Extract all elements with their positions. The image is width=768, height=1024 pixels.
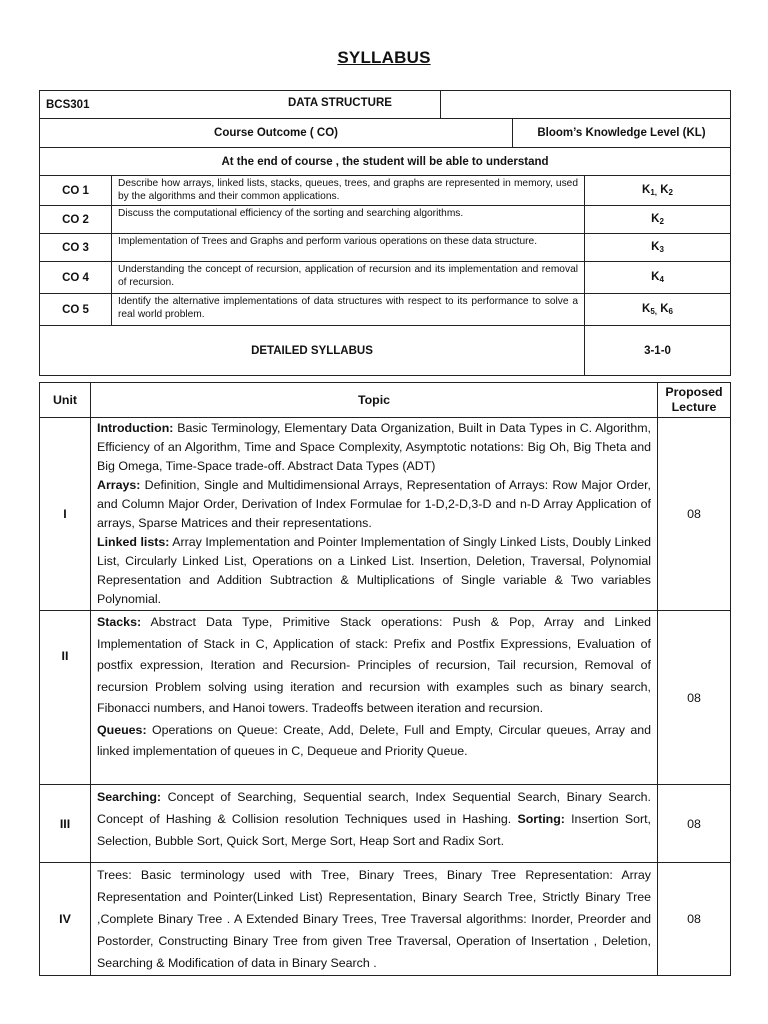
outcome-row — [40, 234, 731, 262]
lecture-column-header: Proposed Lecture — [658, 383, 731, 418]
unit-row — [40, 611, 731, 785]
unit-topic: Introduction: Basic Terminology, Elementary Data Organization, Built in Data Types in C. Algorithm, Efficiency of an Algorithm, Time and Space Complexity, Asymptotic notations: Big Oh, Big Theta and Big Omega, Time-Space trade-off. Abstract Data Types (ADT) Arrays: Definition, Single and Multidimensional Arrays, Representation of Arrays: Row Major Order, and Column Major Order, Derivation of Index Formulae for 1-D,2-D,3-D and n-D Array Application of arrays, Sparse Matrices and their representations. Linked lists: Array Implementation and Pointer Implementation of Singly Linked Lists, Doubly Linked List, Circularly Linked List, Operations on a Linked List. Insertion, Deletion, Traversal, Polynomial Representation and Addition Subtraction & Multiplications of Single variable & Two variables Polynomial. — [91, 418, 658, 611]
outcome-id: CO 1 — [40, 176, 112, 206]
unit-topic: Searching: Concept of Searching, Sequential search, Index Sequential Search, Binary Search. Concept of Hashing & Collision resolution Techniques used in Hashing. Sorting: Insertion Sort, Selection, Bubble Sort, Quick Sort, Merge Sort, Heap Sort and Radix Sort. — [91, 785, 658, 863]
course-code: BCS301 — [46, 98, 90, 111]
outcome-description: Implementation of Trees and Graphs and perform various operations on these data structure. — [112, 234, 585, 262]
outcome-id: CO 2 — [40, 206, 112, 234]
detailed-syllabus-label: DETAILED SYLLABUS — [40, 326, 585, 376]
outcome-description: Discuss the computational efficiency of the sorting and searching algorithms. — [112, 206, 585, 234]
outcome-row — [40, 206, 731, 234]
outcome-kl: $K_{1,}$ $K_2$ — [585, 176, 731, 206]
unit-column-header: Unit — [40, 383, 91, 418]
unit-row — [40, 785, 731, 863]
unit-table — [39, 382, 731, 976]
unit-number: IV — [40, 863, 91, 976]
outcome-kl: $K_2$ — [585, 206, 731, 234]
outcome-kl: $K_3$ — [585, 234, 731, 262]
outcome-description: Understanding the concept of recursion, application of recursion and its implementation and removal of recursion. — [112, 262, 585, 294]
outcome-description: Identify the alternative implementations of data structures with respect to its performance to solve a real world problem. — [112, 294, 585, 326]
course-outcome-table — [39, 90, 731, 376]
unit-row — [40, 418, 731, 611]
unit-row — [40, 863, 731, 976]
unit-number: II — [40, 611, 91, 785]
unit-lectures: 08 — [658, 863, 731, 976]
page-title: SYLLABUS — [337, 48, 431, 67]
unit-lectures: 08 — [658, 611, 731, 785]
outcome-description: Describe how arrays, linked lists, stacks, queues, trees, and graphs are represented in memory, used by the algorithms and their common applications. — [112, 176, 585, 206]
unit-number: I — [40, 418, 91, 611]
course-header — [40, 91, 441, 119]
unit-topic: Stacks: Abstract Data Type, Primitive Stack operations: Push & Pop, Array and Linked Implementation of Stack in C, Application of stack: Prefix and Postfix Expressions, Evaluation of postfix expression, Iteration and Recursion- Principles of recursion, Tail recursion, Removal of recursion Problem solving using iteration and recursion with examples such as binary search, Fibonacci numbers, and Hanoi towers. Tradeoffs between iteration and recursion. Queues: Operations on Queue: Create, Add, Delete, Full and Empty, Circular queues, Array and linked implementation of queues in C, Dequeue and Priority Queue. — [91, 611, 658, 785]
outcome-id: CO 3 — [40, 234, 112, 262]
course-name: DATA STRUCTURE — [288, 97, 392, 109]
unit-lectures: 08 — [658, 785, 731, 863]
ltp-value: 3-1-0 — [585, 326, 731, 376]
topic-column-header: Topic — [91, 383, 658, 418]
unit-number: III — [40, 785, 91, 863]
outcome-row — [40, 176, 731, 206]
outcome-kl: $K_{5,}$ $K_6$ — [585, 294, 731, 326]
outcome-id: CO 4 — [40, 262, 112, 294]
outcome-row — [40, 294, 731, 326]
unit-lectures: 08 — [658, 418, 731, 611]
intro-line: At the end of course , the student will be able to understand — [40, 148, 731, 176]
outcome-kl: $K_4$ — [585, 262, 731, 294]
outcome-row — [40, 262, 731, 294]
unit-topic: Trees: Basic terminology used with Tree, Binary Trees, Binary Tree Representation: Array Representation and Pointer(Linked List) Representation, Binary Search Tree, Strictly Binary Tree ,Complete Binary Tree . A Extended Binary Trees, Tree Traversal algorithms: Inorder, Preorder and Postorder, Constructing Binary Tree from given Tree Traversal, Operation of Insertation , Deletion, Searching & Modification of data in Binary Search . — [91, 863, 658, 976]
outcome-id: CO 5 — [40, 294, 112, 326]
co-column-header: Course Outcome ( CO) — [40, 119, 513, 148]
kl-column-header: Bloom’s Knowledge Level (KL) — [513, 119, 731, 148]
